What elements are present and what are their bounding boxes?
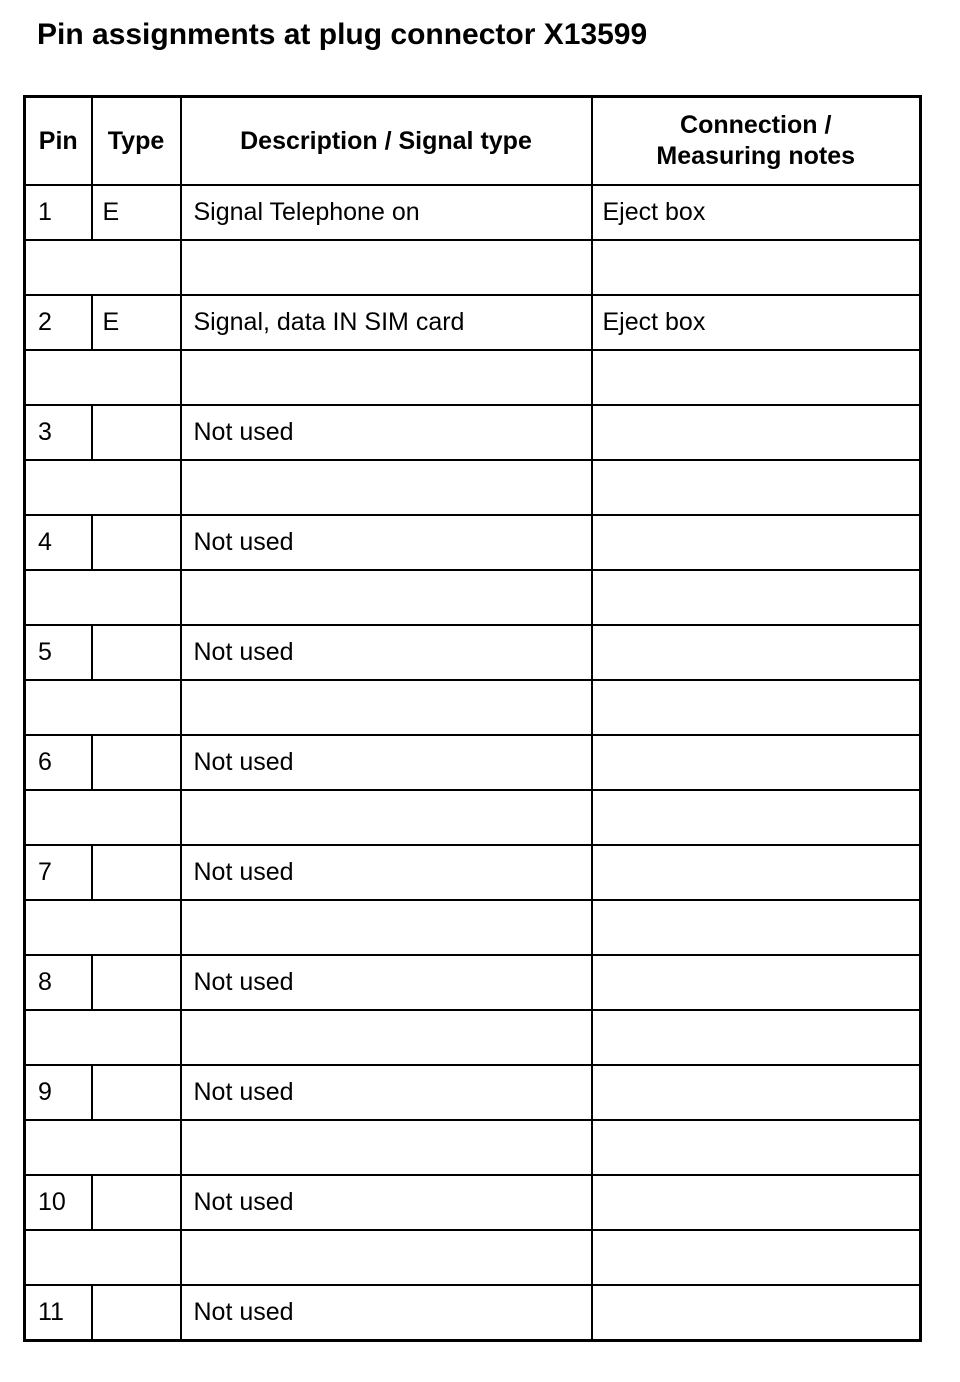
spacer-cell xyxy=(592,460,921,515)
description-cell: Not used xyxy=(181,735,592,790)
page-title: Pin assignments at plug connector X13599 xyxy=(37,18,648,51)
description-cell: Not used xyxy=(181,1065,592,1120)
description-cell: Not used xyxy=(181,845,592,900)
spacer-cell xyxy=(25,900,181,955)
spacer-row xyxy=(25,240,921,295)
header-description: Description / Signal type xyxy=(181,97,592,186)
header-type: Type xyxy=(92,97,181,186)
pin-cell: 5 xyxy=(25,625,92,680)
spacer-cell xyxy=(592,680,921,735)
pin-assignment-table xyxy=(23,95,922,1342)
connection-cell xyxy=(592,405,921,460)
spacer-cell xyxy=(25,1230,181,1285)
connection-cell xyxy=(592,515,921,570)
pin-cell: 4 xyxy=(25,515,92,570)
pin-cell: 3 xyxy=(25,405,92,460)
header-connection xyxy=(592,97,921,186)
header-connection-line1: Connection / xyxy=(680,111,832,139)
spacer-cell xyxy=(181,1120,592,1175)
spacer-cell xyxy=(25,350,181,405)
spacer-cell xyxy=(181,1230,592,1285)
type-cell: E xyxy=(92,295,181,350)
spacer-row xyxy=(25,350,921,405)
connection-cell xyxy=(592,955,921,1010)
table-row xyxy=(25,185,921,240)
spacer-cell xyxy=(181,460,592,515)
description-cell: Not used xyxy=(181,1285,592,1341)
table-row xyxy=(25,1175,921,1230)
spacer-cell xyxy=(25,460,181,515)
type-cell xyxy=(92,405,181,460)
description-cell: Not used xyxy=(181,1175,592,1230)
description-cell: Not used xyxy=(181,955,592,1010)
spacer-row xyxy=(25,1120,921,1175)
spacer-cell xyxy=(592,240,921,295)
type-cell xyxy=(92,515,181,570)
type-cell xyxy=(92,955,181,1010)
spacer-row xyxy=(25,900,921,955)
connection-cell: Eject box xyxy=(592,185,921,240)
table-row xyxy=(25,295,921,350)
connection-cell xyxy=(592,1175,921,1230)
table-row xyxy=(25,515,921,570)
spacer-cell xyxy=(181,350,592,405)
connection-cell xyxy=(592,735,921,790)
pin-cell: 8 xyxy=(25,955,92,1010)
pin-cell: 10 xyxy=(25,1175,92,1230)
connection-cell: Eject box xyxy=(592,295,921,350)
pin-cell: 11 xyxy=(25,1285,92,1341)
spacer-cell xyxy=(592,1230,921,1285)
spacer-cell xyxy=(25,680,181,735)
description-cell: Signal, data IN SIM card xyxy=(181,295,592,350)
spacer-cell xyxy=(25,1120,181,1175)
description-cell: Not used xyxy=(181,515,592,570)
pin-cell: 6 xyxy=(25,735,92,790)
description-cell: Not used xyxy=(181,625,592,680)
description-cell: Signal Telephone on xyxy=(181,185,592,240)
type-cell xyxy=(92,1065,181,1120)
spacer-cell xyxy=(25,1010,181,1065)
spacer-row xyxy=(25,790,921,845)
pin-cell: 9 xyxy=(25,1065,92,1120)
pin-cell: 2 xyxy=(25,295,92,350)
spacer-cell xyxy=(25,570,181,625)
spacer-cell xyxy=(181,790,592,845)
spacer-cell xyxy=(592,570,921,625)
pin-cell: 7 xyxy=(25,845,92,900)
connection-cell xyxy=(592,1065,921,1120)
spacer-cell xyxy=(181,570,592,625)
spacer-cell xyxy=(592,790,921,845)
type-cell xyxy=(92,1175,181,1230)
connection-cell xyxy=(592,625,921,680)
description-cell: Not used xyxy=(181,405,592,460)
spacer-cell xyxy=(181,680,592,735)
header-pin: Pin xyxy=(25,97,92,186)
spacer-row xyxy=(25,460,921,515)
type-cell xyxy=(92,625,181,680)
type-cell xyxy=(92,1285,181,1341)
spacer-cell xyxy=(592,900,921,955)
table-row xyxy=(25,1065,921,1120)
spacer-cell xyxy=(181,1010,592,1065)
connection-cell xyxy=(592,845,921,900)
type-cell xyxy=(92,845,181,900)
table-row xyxy=(25,845,921,900)
spacer-cell xyxy=(592,350,921,405)
table-row xyxy=(25,625,921,680)
spacer-cell xyxy=(25,790,181,845)
spacer-row xyxy=(25,1010,921,1065)
spacer-cell xyxy=(25,240,181,295)
spacer-cell xyxy=(181,240,592,295)
table-row xyxy=(25,1285,921,1341)
header-connection-line2: Measuring notes xyxy=(656,142,856,170)
table-header-row xyxy=(25,97,921,186)
type-cell xyxy=(92,735,181,790)
type-cell: E xyxy=(92,185,181,240)
connection-cell xyxy=(592,1285,921,1341)
spacer-row xyxy=(25,570,921,625)
spacer-cell xyxy=(181,900,592,955)
table-row xyxy=(25,405,921,460)
spacer-row xyxy=(25,1230,921,1285)
table-row xyxy=(25,955,921,1010)
spacer-cell xyxy=(592,1120,921,1175)
pin-cell: 1 xyxy=(25,185,92,240)
table-row xyxy=(25,735,921,790)
spacer-row xyxy=(25,680,921,735)
spacer-cell xyxy=(592,1010,921,1065)
